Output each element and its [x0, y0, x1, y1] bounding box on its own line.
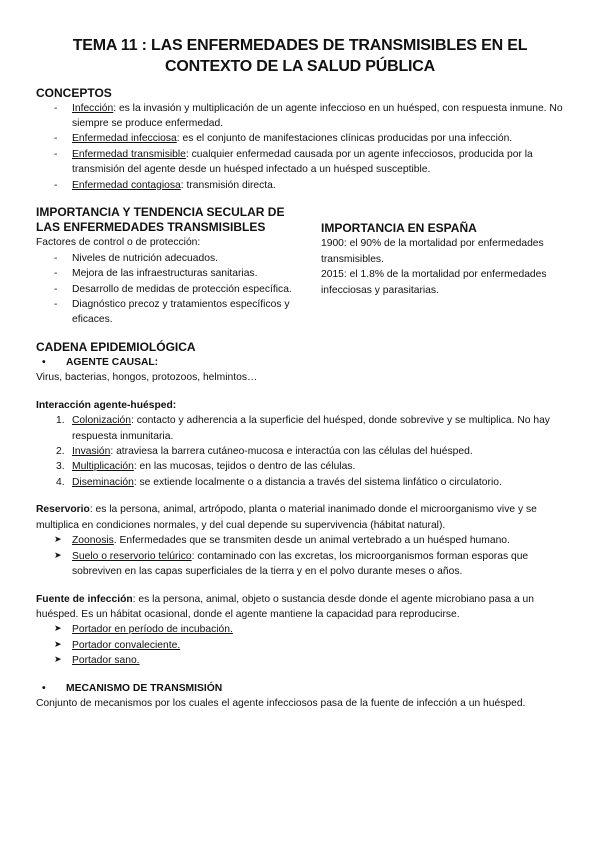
definition: : se extiende localmente o a distancia a través del sistema linfático o circulatorio. — [133, 476, 502, 488]
conceptos-heading: CONCEPTOS — [36, 85, 112, 100]
mecanismo-label: • MECANISMO DE TRANSMISIÓN — [36, 681, 564, 696]
term: Enfermedad infecciosa — [72, 133, 177, 145]
importancia-row — [36, 205, 564, 328]
definition: : contaminado con las excretas, los microorganismos forman esporas que sobreviven en las capas superficiales de la tierra y en el polvo durante meses o años. — [72, 550, 529, 578]
list-item — [54, 638, 564, 653]
definition: : contacto y adherencia a la superficie del huésped, donde sobrevive y se multiplica. No hay respuesta inmunitaria. — [72, 415, 550, 442]
list-item — [56, 413, 564, 444]
agente-causal-text: Virus, bacterias, hongos, protozoos, helmintos… — [36, 372, 258, 384]
list-item: - Diagnóstico precoz y tratamientos específicos y eficaces. — [54, 297, 311, 328]
item-number: 2. — [56, 446, 65, 458]
list-item — [56, 459, 564, 474]
term: Portador sano. — [72, 655, 140, 667]
importancia-list — [36, 251, 311, 328]
list-item — [54, 549, 564, 580]
list-item: - Desarrollo de medidas de protección específica. — [54, 282, 311, 297]
list-item — [54, 178, 564, 193]
list-item: - Mejora de las infraestructuras sanitarias. — [54, 266, 311, 281]
term: Reservorio — [36, 504, 90, 516]
term: Suelo o reservorio telúrico — [72, 550, 192, 562]
reservorio-paragraph — [36, 502, 564, 533]
fuente-paragraph — [36, 592, 564, 623]
conceptos-list — [36, 101, 564, 194]
term: Fuente de infección — [36, 593, 133, 605]
espana-line: 2015: el 1.8% de la mortalidad por enfermedades infecciosas y parasitarias. — [321, 269, 547, 296]
term: Invasión — [72, 446, 111, 458]
list-item — [54, 622, 564, 637]
term: Zoonosis — [72, 535, 114, 547]
document-page — [36, 36, 564, 712]
term: Portador en período de incubación. — [72, 624, 233, 636]
definition: : es la persona, animal, artrópodo, planta o material inanimado donde el microorganismo vive y se multiplica en condiciones normales, y del cual depende su supervivencia (hábitat natural). — [36, 504, 537, 531]
page-title: TEMA 11 : LAS ENFERMEDADES DE TRANSMISIBLES EN EL CONTEXTO DE LA SALUD PÚBLICA — [72, 37, 528, 75]
definition: : es el conjunto de manifestaciones clínicas producidas por una infección. — [176, 133, 513, 145]
term: Diseminación — [72, 476, 134, 488]
term: Colonización — [72, 415, 131, 427]
list-item — [56, 444, 564, 459]
arrow-bullet-icon: ➤ — [54, 638, 62, 649]
term: Multiplicación — [72, 461, 134, 473]
espana-line: 1900: el 90% de la mortalidad por enfermedades transmisibles. — [321, 238, 544, 265]
definition: : cualquier enfermedad causada por un agente infecciosos, producida por la transmisión del agente desde un huésped infectado a un huésped susceptible. — [72, 148, 533, 176]
definition: . Enfermedades que se transmiten desde un animal vertebrado a un huésped humano. — [113, 535, 510, 547]
bullet-icon: • — [42, 356, 46, 368]
term: Enfermedad contagiosa — [72, 179, 181, 191]
arrow-bullet-icon: ➤ — [54, 654, 62, 665]
list-item — [54, 131, 564, 146]
bullet-icon: • — [42, 682, 46, 694]
term: Enfermedad transmisible — [72, 148, 186, 160]
list-item: - Niveles de nutrición adecuados. — [54, 251, 311, 266]
agente-causal-label: • AGENTE CAUSAL: — [36, 355, 564, 370]
mecanismo-text: Conjunto de mecanismos por los cuales el agente infecciosos pasa de la fuente de infección a un huésped. — [36, 698, 526, 710]
definition: : en las mucosas, tejidos o dentro de las células. — [133, 461, 356, 473]
interaccion-list — [36, 413, 564, 490]
fuente-list — [36, 622, 564, 668]
list-item — [56, 475, 564, 490]
arrow-bullet-icon: ➤ — [54, 623, 62, 634]
term: Infección — [72, 102, 114, 114]
item-number: 4. — [56, 476, 65, 488]
definition: : es la persona, animal, objeto o sustancia desde donde el agente microbiano pasa a un huésped. Es un hábitat ocasional, donde el agente mantiene la capacidad para reproducirse. — [36, 593, 534, 620]
item-number: 3. — [56, 461, 65, 473]
espana-section — [311, 205, 564, 328]
definition: : atraviesa la barrera cutáneo-mucosa e interactúa con las células del huésped. — [110, 446, 473, 458]
definition: : transmisión directa. — [180, 179, 276, 191]
importancia-section — [36, 205, 311, 328]
list-item — [54, 653, 564, 668]
term: Portador convaleciente. — [72, 639, 181, 651]
item-number: 1. — [56, 415, 65, 427]
cadena-section — [36, 340, 564, 712]
arrow-bullet-icon: ➤ — [54, 534, 62, 545]
cadena-heading: CADENA EPIDEMIOLÓGICA — [36, 339, 196, 354]
importancia-heading: IMPORTANCIA Y TENDENCIA SECULAR DE LAS ENFERMEDADES TRANSMISIBLES — [36, 205, 285, 235]
list-item — [54, 101, 564, 132]
list-item — [54, 533, 564, 548]
reservorio-list — [36, 533, 564, 579]
interaccion-heading: Interacción agente-huésped: — [36, 399, 177, 411]
conceptos-section — [36, 86, 564, 194]
list-item — [54, 147, 564, 178]
arrow-bullet-icon: ➤ — [54, 549, 62, 560]
importancia-intro: Factores de control o de protección: — [36, 237, 201, 249]
espana-heading: IMPORTANCIA EN ESPAÑA — [321, 221, 477, 236]
definition: : es la invasión y multiplicación de un agente infeccioso en un huésped, con respuesta inmune. No siempre se produce enfermedad. — [72, 102, 563, 130]
